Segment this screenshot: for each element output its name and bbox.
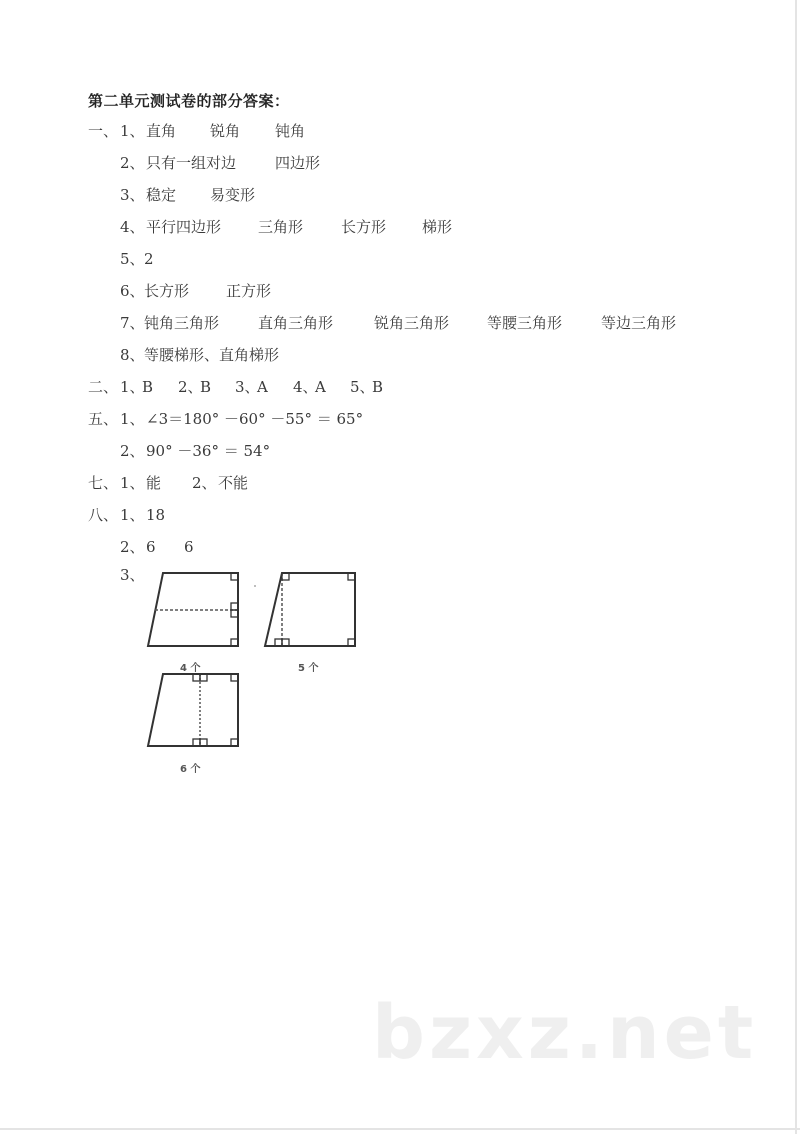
answer-row bbox=[88, 505, 688, 525]
figure-caption: 6 个 bbox=[180, 764, 201, 775]
answer-row bbox=[120, 441, 720, 461]
answer: 直角三角形 bbox=[258, 314, 334, 332]
answer: 锐角三角形 bbox=[374, 314, 450, 332]
page-edge bbox=[795, 0, 797, 1134]
answer-row bbox=[120, 249, 720, 269]
answer: B bbox=[372, 378, 384, 396]
answer-row bbox=[120, 313, 720, 333]
answer-row bbox=[120, 185, 720, 205]
answer-row bbox=[120, 281, 720, 301]
answer: 能 bbox=[146, 474, 162, 492]
answer: 钝角 bbox=[275, 122, 306, 140]
answer: 6 bbox=[184, 538, 194, 556]
item-number: 1、 bbox=[120, 122, 145, 140]
item-number: 2、 bbox=[120, 538, 145, 556]
watermark: bzxz.net bbox=[372, 990, 758, 1076]
answer: 等腰梯形、直角梯形 bbox=[144, 346, 280, 364]
answer-row bbox=[120, 345, 720, 365]
section-label: 八、 bbox=[88, 506, 119, 524]
answer: B bbox=[200, 378, 212, 396]
answer: 等边三角形 bbox=[601, 314, 677, 332]
item-number: 1、 bbox=[120, 506, 145, 524]
section-label: 一、 bbox=[88, 122, 119, 140]
section-label: 二、 bbox=[88, 378, 119, 396]
answer: 平行四边形 bbox=[146, 218, 222, 236]
answer: 正方形 bbox=[226, 282, 272, 300]
answer: 四边形 bbox=[275, 154, 321, 172]
answer-row bbox=[88, 121, 688, 141]
answer: 三角形 bbox=[258, 218, 304, 236]
answer: 易变形 bbox=[210, 186, 256, 204]
answer: 钝角三角形 bbox=[144, 314, 220, 332]
answer: 锐角 bbox=[210, 122, 241, 140]
page-title: 第二单元测试卷的部分答案： bbox=[88, 92, 290, 110]
item-number: 1、 bbox=[120, 378, 145, 396]
answer-row bbox=[120, 217, 720, 237]
figure-caption: 4 个 bbox=[180, 663, 201, 674]
answer: A bbox=[315, 378, 326, 396]
answer-row bbox=[120, 153, 720, 173]
answer: 长方形 bbox=[144, 282, 190, 300]
answer: 梯形 bbox=[422, 218, 453, 236]
answer: 等腰三角形 bbox=[487, 314, 563, 332]
trapezoid-figure bbox=[145, 570, 245, 652]
answer: 稳定 bbox=[146, 186, 177, 204]
item-number: 2、 bbox=[192, 474, 217, 492]
answer: 不能 bbox=[218, 474, 249, 492]
item-number: 4、 bbox=[293, 378, 318, 396]
answer-row bbox=[88, 473, 688, 493]
answer: A bbox=[257, 378, 268, 396]
answer-row bbox=[88, 409, 688, 429]
item-number: 6、 bbox=[120, 282, 145, 300]
item-number: 3、 bbox=[120, 566, 145, 584]
figure-caption: 5 个 bbox=[298, 663, 319, 674]
item-number: 2、 bbox=[120, 442, 145, 460]
answer-row bbox=[88, 377, 688, 397]
item-number: 5、 bbox=[120, 250, 145, 268]
item-number: 3、 bbox=[120, 186, 145, 204]
answer: B bbox=[142, 378, 154, 396]
item-number: 7、 bbox=[120, 314, 145, 332]
answer: 6 bbox=[146, 538, 156, 556]
answer: 长方形 bbox=[341, 218, 387, 236]
trapezoid-figure bbox=[262, 570, 362, 652]
answer: ∠3＝180° －60° －55° ＝ 65° bbox=[146, 410, 364, 428]
answer: 2 bbox=[144, 250, 154, 268]
answer-row bbox=[120, 537, 720, 557]
item-number: 2、 bbox=[178, 378, 203, 396]
section-label: 五、 bbox=[88, 410, 119, 428]
item-number: 3、 bbox=[235, 378, 260, 396]
section-label: 七、 bbox=[88, 474, 119, 492]
item-number: 1、 bbox=[120, 474, 145, 492]
item-number: 5、 bbox=[350, 378, 375, 396]
item-number: 1、 bbox=[120, 410, 145, 428]
answer: 18 bbox=[146, 506, 166, 524]
page-edge bbox=[0, 1128, 800, 1130]
trapezoid-figure bbox=[145, 670, 245, 752]
item-number: 8、 bbox=[120, 346, 145, 364]
item-number: 4、 bbox=[120, 218, 145, 236]
item-number: 2、 bbox=[120, 154, 145, 172]
answer: 90° －36° ＝ 54° bbox=[146, 442, 271, 460]
answer: 只有一组对边 bbox=[146, 154, 237, 172]
answer: 直角 bbox=[146, 122, 177, 140]
speck bbox=[254, 585, 256, 587]
